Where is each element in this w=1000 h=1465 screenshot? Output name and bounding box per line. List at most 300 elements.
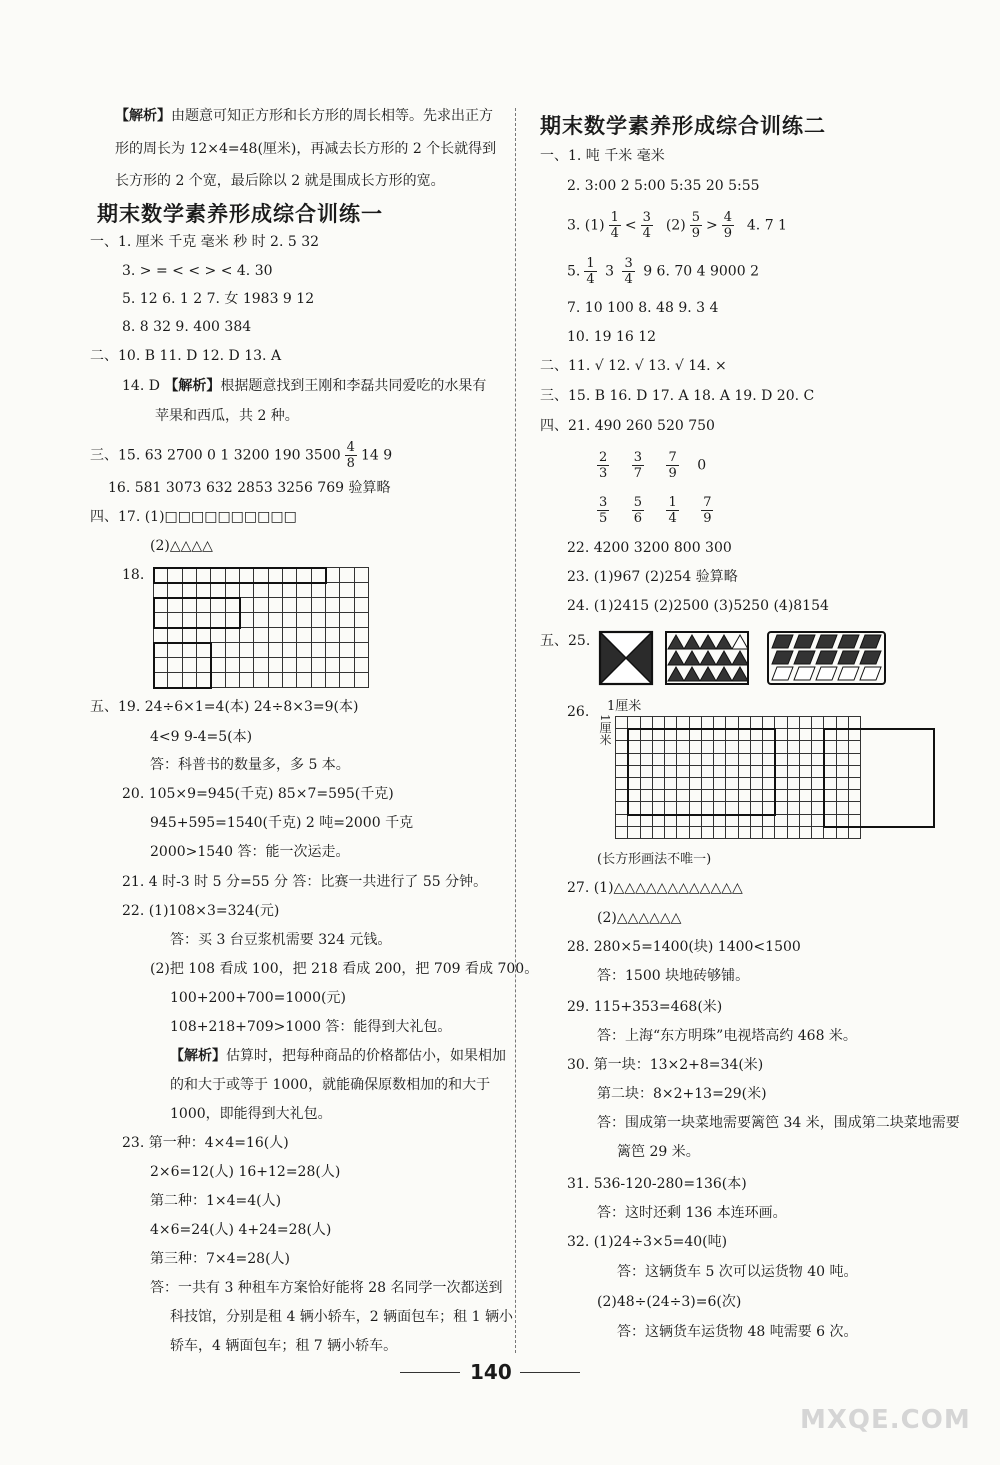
grid-cell (312, 583, 326, 598)
column-divider (515, 108, 516, 1353)
analysis-tag: 【解析】 (170, 1048, 226, 1064)
answer-line: 31. 536-120-280=136(本) (567, 1176, 747, 1192)
answer-line: 20. 105×9=945(千克) 85×7=595(千克) (122, 786, 394, 802)
small-triangle (716, 651, 732, 665)
grid-cell (653, 827, 665, 839)
grid-cell (775, 729, 787, 741)
answer-line: 32. (1)24÷3×5=40(吨) (567, 1234, 728, 1250)
answer-line: 答：1500 块地砖够铺。 (597, 968, 750, 984)
answer-text: 4. 7 1 (746, 217, 787, 234)
answer-line: 23. 第一种：4×4=16(人) (122, 1135, 289, 1151)
fraction (632, 495, 644, 526)
answer-line: 2. 3:00 2 5:00 5:35 20 5:55 (567, 178, 760, 194)
grid-cell (183, 628, 197, 643)
answer-line: 22. 4200 3200 800 300 (567, 540, 732, 556)
grid-cell (240, 643, 254, 658)
page-number-rule-left (400, 1372, 460, 1373)
grid-cell (739, 827, 751, 839)
drawn-rectangle (153, 597, 241, 629)
numerator: 3 (624, 256, 633, 271)
grid-cell (628, 815, 640, 827)
grid-cell (824, 827, 836, 839)
answer-line: 第三种：7×4=28(人) (150, 1251, 291, 1267)
grid-cell (326, 613, 340, 628)
numerator: 1 (668, 495, 677, 510)
grid-cell (211, 658, 225, 673)
grid-cell (690, 815, 702, 827)
grid-cell (197, 583, 211, 598)
answer-line: 5. 12 6. 1 2 7. 女 1983 9 12 (122, 291, 315, 307)
numerator: 5 (633, 495, 643, 510)
numerator: 7 (703, 495, 712, 510)
grid-cell (788, 778, 800, 790)
small-triangle (668, 667, 684, 681)
grid-cell (788, 766, 800, 778)
answer-line (90, 440, 392, 471)
parallelograms-figure (768, 632, 885, 684)
grid-cell (226, 583, 240, 598)
grid-cell (355, 628, 369, 643)
grid-cell (340, 643, 354, 658)
grid-cell (254, 613, 268, 628)
grid-cell (641, 827, 653, 839)
denominator: 4 (586, 272, 595, 287)
grid-cell (326, 628, 340, 643)
grid-cell (355, 658, 369, 673)
grid-cell (665, 827, 677, 839)
answer-line: 22. (1)108×3=324(元) (122, 903, 280, 919)
denominator: 8 (346, 456, 355, 471)
answer-line: 一、1. 吨 千米 毫米 (540, 148, 665, 164)
grid-cell (775, 754, 787, 766)
numerator: 1 (586, 256, 595, 271)
grid-cell (788, 790, 800, 802)
answer-line: (2)把 108 看成 100，把 218 看成 200，把 709 看成 700。 (150, 961, 539, 977)
grid-cell (326, 673, 340, 688)
answer-line: 四、17. (1)□□□□□□□□□□ (90, 509, 297, 525)
answer-line: 16. 581 3073 632 2853 3256 769 验算略 (108, 480, 391, 496)
answer-text: < (624, 217, 637, 234)
grid-cell (641, 815, 653, 827)
answer-line (567, 256, 759, 287)
grid-cell (283, 598, 297, 613)
grid-cell (197, 628, 211, 643)
small-triangle (684, 667, 700, 681)
grid-cell (312, 613, 326, 628)
grid-cell (837, 827, 849, 839)
answer-line (170, 1047, 506, 1065)
answer-line: 100+200+700=1000(元) (170, 990, 346, 1006)
question-number: 18. (122, 567, 145, 583)
answer-line: 科技馆，分别是租 4 辆小轿车，2 辆面包车；租 1 辆小 (170, 1309, 513, 1325)
grid-figure-26 (615, 716, 861, 839)
answer-text: 0 (697, 457, 707, 474)
grid-cell (677, 815, 689, 827)
fraction (701, 495, 713, 526)
small-parallelogram (816, 667, 837, 680)
answer-line: 29. 115+353=468(米) (567, 999, 723, 1015)
grid-cell (714, 827, 726, 839)
grid-cell (763, 827, 775, 839)
answer-line: 答：一共有 3 种租车方案恰好能将 28 名同学一次都送到 (150, 1280, 503, 1296)
fraction (622, 256, 634, 287)
numerator: 7 (668, 450, 677, 465)
grid-cell (340, 658, 354, 673)
grid-cell (775, 790, 787, 802)
numerator: 3 (642, 210, 651, 225)
answer-text: 三、15. 63 2700 0 1 3200 190 3500 (90, 447, 341, 464)
grid-cell (240, 628, 254, 643)
grid-cell (297, 613, 311, 628)
small-parallelogram (838, 651, 859, 664)
grid-cell (211, 628, 225, 643)
grid-cell (355, 613, 369, 628)
grid-cell (340, 673, 354, 688)
grid-cell (154, 628, 168, 643)
answer-text: (2) (665, 217, 686, 234)
answer-line: (2)△△△△ (150, 538, 213, 554)
fraction (609, 210, 621, 241)
grid-cell (168, 628, 182, 643)
grid-cell (211, 673, 225, 688)
answer-line: (2)△△△△△△ (597, 910, 682, 926)
grid-cell (800, 790, 812, 802)
small-parallelogram (794, 651, 815, 664)
small-parallelogram (794, 667, 815, 680)
grid-cell (297, 598, 311, 613)
grid-cell (297, 583, 311, 598)
grid-cell (183, 583, 197, 598)
grid-cell (800, 754, 812, 766)
denominator: 4 (624, 272, 633, 287)
small-triangle (700, 651, 716, 665)
small-triangle (700, 667, 716, 681)
small-triangle (716, 667, 732, 681)
grid-cell (788, 717, 800, 729)
grid-cell (283, 583, 297, 598)
denominator: 9 (703, 511, 712, 526)
grid-cell (775, 717, 787, 729)
grid-cell (254, 643, 268, 658)
grid-cell (702, 827, 714, 839)
grid-cell (254, 673, 268, 688)
grid-cell (226, 628, 240, 643)
grid-cell (240, 613, 254, 628)
numerator: 4 (346, 440, 355, 455)
grid-cell (340, 613, 354, 628)
small-triangle (684, 651, 700, 665)
answer-line: 945+595=1540(千克) 2 吨=2000 千克 (150, 815, 414, 831)
answer-line: 28. 280×5=1400(块) 1400<1500 (567, 939, 801, 955)
denominator: 4 (610, 226, 619, 241)
grid-cell (326, 643, 340, 658)
fraction (666, 450, 678, 481)
watermark-text: MXQE.COM (800, 1405, 971, 1435)
small-triangle (716, 635, 732, 649)
section-title: 期末数学素养形成综合训练一 (97, 202, 383, 226)
numerator: 2 (599, 450, 608, 465)
answer-line: 2×6=12(人) 16+12=28(人) (150, 1164, 341, 1180)
grid-cell (269, 643, 283, 658)
grid-cell (800, 729, 812, 741)
answer-line: 4<9 9-4=5(本) (150, 729, 253, 745)
answer-text: 14 9 (360, 447, 393, 464)
fraction (597, 495, 609, 526)
answer-line: 答：科普书的数量多，多 5 本。 (150, 757, 350, 773)
grid-cell (340, 598, 354, 613)
unit-label: 1厘米 (607, 699, 642, 714)
grid-cell (326, 658, 340, 673)
answer-line: 108+218+709>1000 答：能得到大礼包。 (170, 1019, 452, 1035)
grid-cell (726, 815, 738, 827)
grid-cell (254, 628, 268, 643)
grid-cell (312, 643, 326, 658)
page-number-rule-right (520, 1372, 580, 1373)
grid-cell (269, 583, 283, 598)
grid-figure-18 (153, 567, 369, 688)
grid-cell (240, 583, 254, 598)
grid-cell (677, 827, 689, 839)
grid-cell (226, 643, 240, 658)
answer-line: 4×6=24(人) 4+24=28(人) (150, 1222, 332, 1238)
grid-cell (226, 658, 240, 673)
question-number: 26. (567, 704, 590, 720)
grid-cell (355, 673, 369, 688)
grid-cell (312, 673, 326, 688)
denominator: 4 (668, 511, 677, 526)
grid-cell (355, 643, 369, 658)
analysis-line (115, 107, 493, 125)
analysis-tag: 【解析】 (164, 378, 221, 394)
answer-line: 答：这时还剩 136 本连环画。 (597, 1205, 787, 1221)
answer-line: 五、19. 24÷6×1=4(本) 24÷8×3=9(本) (90, 699, 359, 715)
denominator: 9 (691, 226, 700, 241)
grid-cell (788, 827, 800, 839)
denominator: 6 (633, 511, 643, 526)
answer-text: 根据题意找到王刚和李磊共同爱吃的水果有 (220, 378, 487, 394)
answer-line: 23. (1)967 (2)254 验算略 (567, 569, 738, 585)
analysis-line: 形的周长为 12×4=48(厘米)，再减去长方形的 2 个长就得到 (115, 141, 497, 157)
answer-line: 8. 8 32 9. 400 384 (122, 319, 252, 335)
grid-cell (726, 827, 738, 839)
answer-line: (2)48÷(24÷3)=6(次) (597, 1294, 742, 1310)
grid-cell (800, 741, 812, 753)
small-triangle (732, 635, 748, 649)
denominator: 5 (599, 511, 608, 526)
small-parallelogram (772, 651, 793, 664)
grid-cell (616, 815, 628, 827)
drawn-rectangle (153, 642, 212, 689)
answer-text: 5. (567, 263, 581, 280)
denominator: 4 (642, 226, 651, 241)
answer-line: 第二块：8×2+13=29(米) (597, 1086, 767, 1102)
grid-cell (751, 815, 763, 827)
fraction (666, 495, 678, 526)
grid-cell (312, 598, 326, 613)
grid-cell (254, 598, 268, 613)
small-parallelogram (794, 635, 815, 648)
grid-cell (340, 628, 354, 643)
answer-line: 五、25. (540, 633, 591, 649)
fraction-row (593, 495, 717, 526)
grid-cell (283, 613, 297, 628)
fraction (632, 450, 644, 481)
grid-cell (690, 827, 702, 839)
grid-cell (355, 598, 369, 613)
answer-line (567, 210, 787, 241)
grid-cell (340, 583, 354, 598)
grid-cell (653, 815, 665, 827)
analysis-line: 长方形的 2 个宽，最后除以 2 就是围成长方形的宽。 (115, 173, 445, 189)
drawn-rectangle (153, 567, 327, 584)
grid-cell (800, 778, 812, 790)
answer-text: 9 6. 70 4 9000 2 (643, 263, 759, 280)
grid-cell (616, 827, 628, 839)
denominator: 3 (599, 466, 608, 481)
grid-cell (775, 778, 787, 790)
grid-cell (775, 766, 787, 778)
answer-line: 的和大于或等于 1000，就能确保原数相加的和大于 (170, 1077, 491, 1093)
grid-cell (240, 658, 254, 673)
small-parallelogram (860, 667, 881, 680)
small-triangle (684, 635, 700, 649)
grid-cell (240, 598, 254, 613)
denominator: 7 (633, 466, 643, 481)
grid-cell (312, 658, 326, 673)
grid-cell (168, 583, 182, 598)
answer-line: 21. 4 时-3 时 5 分=55 分 答：比赛一共进行了 55 分钟。 (122, 874, 488, 890)
grid-cell (702, 815, 714, 827)
grid-cell (211, 643, 225, 658)
small-parallelogram (772, 667, 793, 680)
answer-line: 答：围成第一块菜地需要篱笆 34 米，围成第二块菜地需要 (597, 1115, 960, 1131)
small-triangle (732, 651, 748, 665)
grid-cell (283, 643, 297, 658)
grid-cell (283, 658, 297, 673)
answer-line: 2000>1540 答：能一次运走。 (150, 844, 350, 860)
answer-line: 30. 第一块：13×2+8=34(米) (567, 1057, 764, 1073)
answer-line: 27. (1)△△△△△△△△△△△△ (567, 880, 743, 896)
answer-line: 篱笆 29 米。 (617, 1144, 700, 1160)
grid-cell (849, 827, 861, 839)
small-parallelogram (816, 651, 837, 664)
unit-label-vertical: 1厘米 (598, 714, 612, 746)
answer-line: 答：这辆货车运货物 48 吨需要 6 次。 (617, 1324, 858, 1340)
grid-cell (340, 568, 354, 583)
answer-line: 轿车，4 辆面包车；租 7 辆小轿车。 (170, 1338, 398, 1354)
grid-cell (775, 815, 787, 827)
grid-cell (326, 598, 340, 613)
fraction (641, 210, 653, 241)
answer-line: 7. 10 100 8. 48 9. 3 4 (567, 300, 719, 316)
fraction (690, 210, 702, 241)
answer-line: 3. > = < < > < 4. 30 (122, 263, 273, 279)
grid-cell (269, 613, 283, 628)
answer-line: 24. (1)2415 (2)2500 (3)5250 (4)8154 (567, 598, 829, 614)
grid-cell (254, 583, 268, 598)
small-parallelogram (772, 635, 793, 648)
grid-cell (326, 568, 340, 583)
answer-text: 3 (605, 263, 615, 280)
grid-cell (788, 802, 800, 814)
grid-cell (297, 628, 311, 643)
small-parallelogram (860, 635, 881, 648)
grid-cell (226, 673, 240, 688)
grid-cell (788, 754, 800, 766)
grid-cell (763, 815, 775, 827)
grid-cell (812, 827, 824, 839)
numerator: 3 (633, 450, 643, 465)
grid-cell (775, 741, 787, 753)
answer-line: 答：买 3 台豆浆机需要 324 元钱。 (170, 932, 392, 948)
answer-line: 答：上海“东方明珠”电视塔高约 468 米。 (597, 1028, 857, 1044)
grid-cell (739, 815, 751, 827)
grid-cell (283, 628, 297, 643)
grid-cell (714, 815, 726, 827)
answer-text: 3. (1) (567, 217, 605, 234)
triangles-figure (666, 632, 748, 684)
grid-cell (297, 673, 311, 688)
analysis-tag: 【解析】 (115, 108, 171, 124)
grid-cell (628, 827, 640, 839)
numerator: 3 (599, 495, 608, 510)
note-line: (长方形画法不唯一) (597, 852, 712, 867)
answer-text: 14. D (122, 378, 165, 394)
answer-line: 二、10. B 11. D 12. D 13. A (90, 348, 282, 364)
fraction (597, 450, 609, 481)
small-triangle (700, 635, 716, 649)
grid-cell (355, 568, 369, 583)
grid-cell (240, 673, 254, 688)
grid-cell (312, 628, 326, 643)
answer-text: > (705, 217, 718, 234)
grid-cell (775, 827, 787, 839)
analysis-text: 由题意可知正方形和长方形的周长相等。先求出正方 (171, 108, 493, 124)
grid-cell (788, 741, 800, 753)
answer-line: 10. 19 16 12 (567, 329, 657, 345)
small-parallelogram (838, 635, 859, 648)
small-triangle (732, 667, 748, 681)
grid-cell (283, 673, 297, 688)
answer-line: 第二种：1×4=4(人) (150, 1193, 282, 1209)
grid-cell (269, 598, 283, 613)
grid-cell (800, 717, 812, 729)
numerator: 1 (610, 210, 619, 225)
grid-cell (775, 802, 787, 814)
grid-cell (254, 658, 268, 673)
numerator: 4 (723, 210, 732, 225)
fraction-row (593, 450, 706, 481)
small-parallelogram (816, 635, 837, 648)
answer-line: 1000，即能得到大礼包。 (170, 1106, 332, 1122)
grid-cell (665, 815, 677, 827)
grid-cell (800, 827, 812, 839)
grid-cell (788, 815, 800, 827)
small-parallelogram (838, 667, 859, 680)
grid-cell (297, 658, 311, 673)
grid-cell (800, 802, 812, 814)
fraction (722, 210, 734, 241)
grid-cell (751, 827, 763, 839)
answer-line: 四、21. 490 260 520 750 (540, 418, 715, 434)
answer-line: 苹果和西瓜，共 2 种。 (155, 408, 299, 424)
grid-cell (326, 583, 340, 598)
square-figure (600, 632, 652, 684)
small-triangle (668, 635, 684, 649)
fraction (584, 256, 596, 287)
small-triangle (668, 651, 684, 665)
grid-cell (211, 583, 225, 598)
